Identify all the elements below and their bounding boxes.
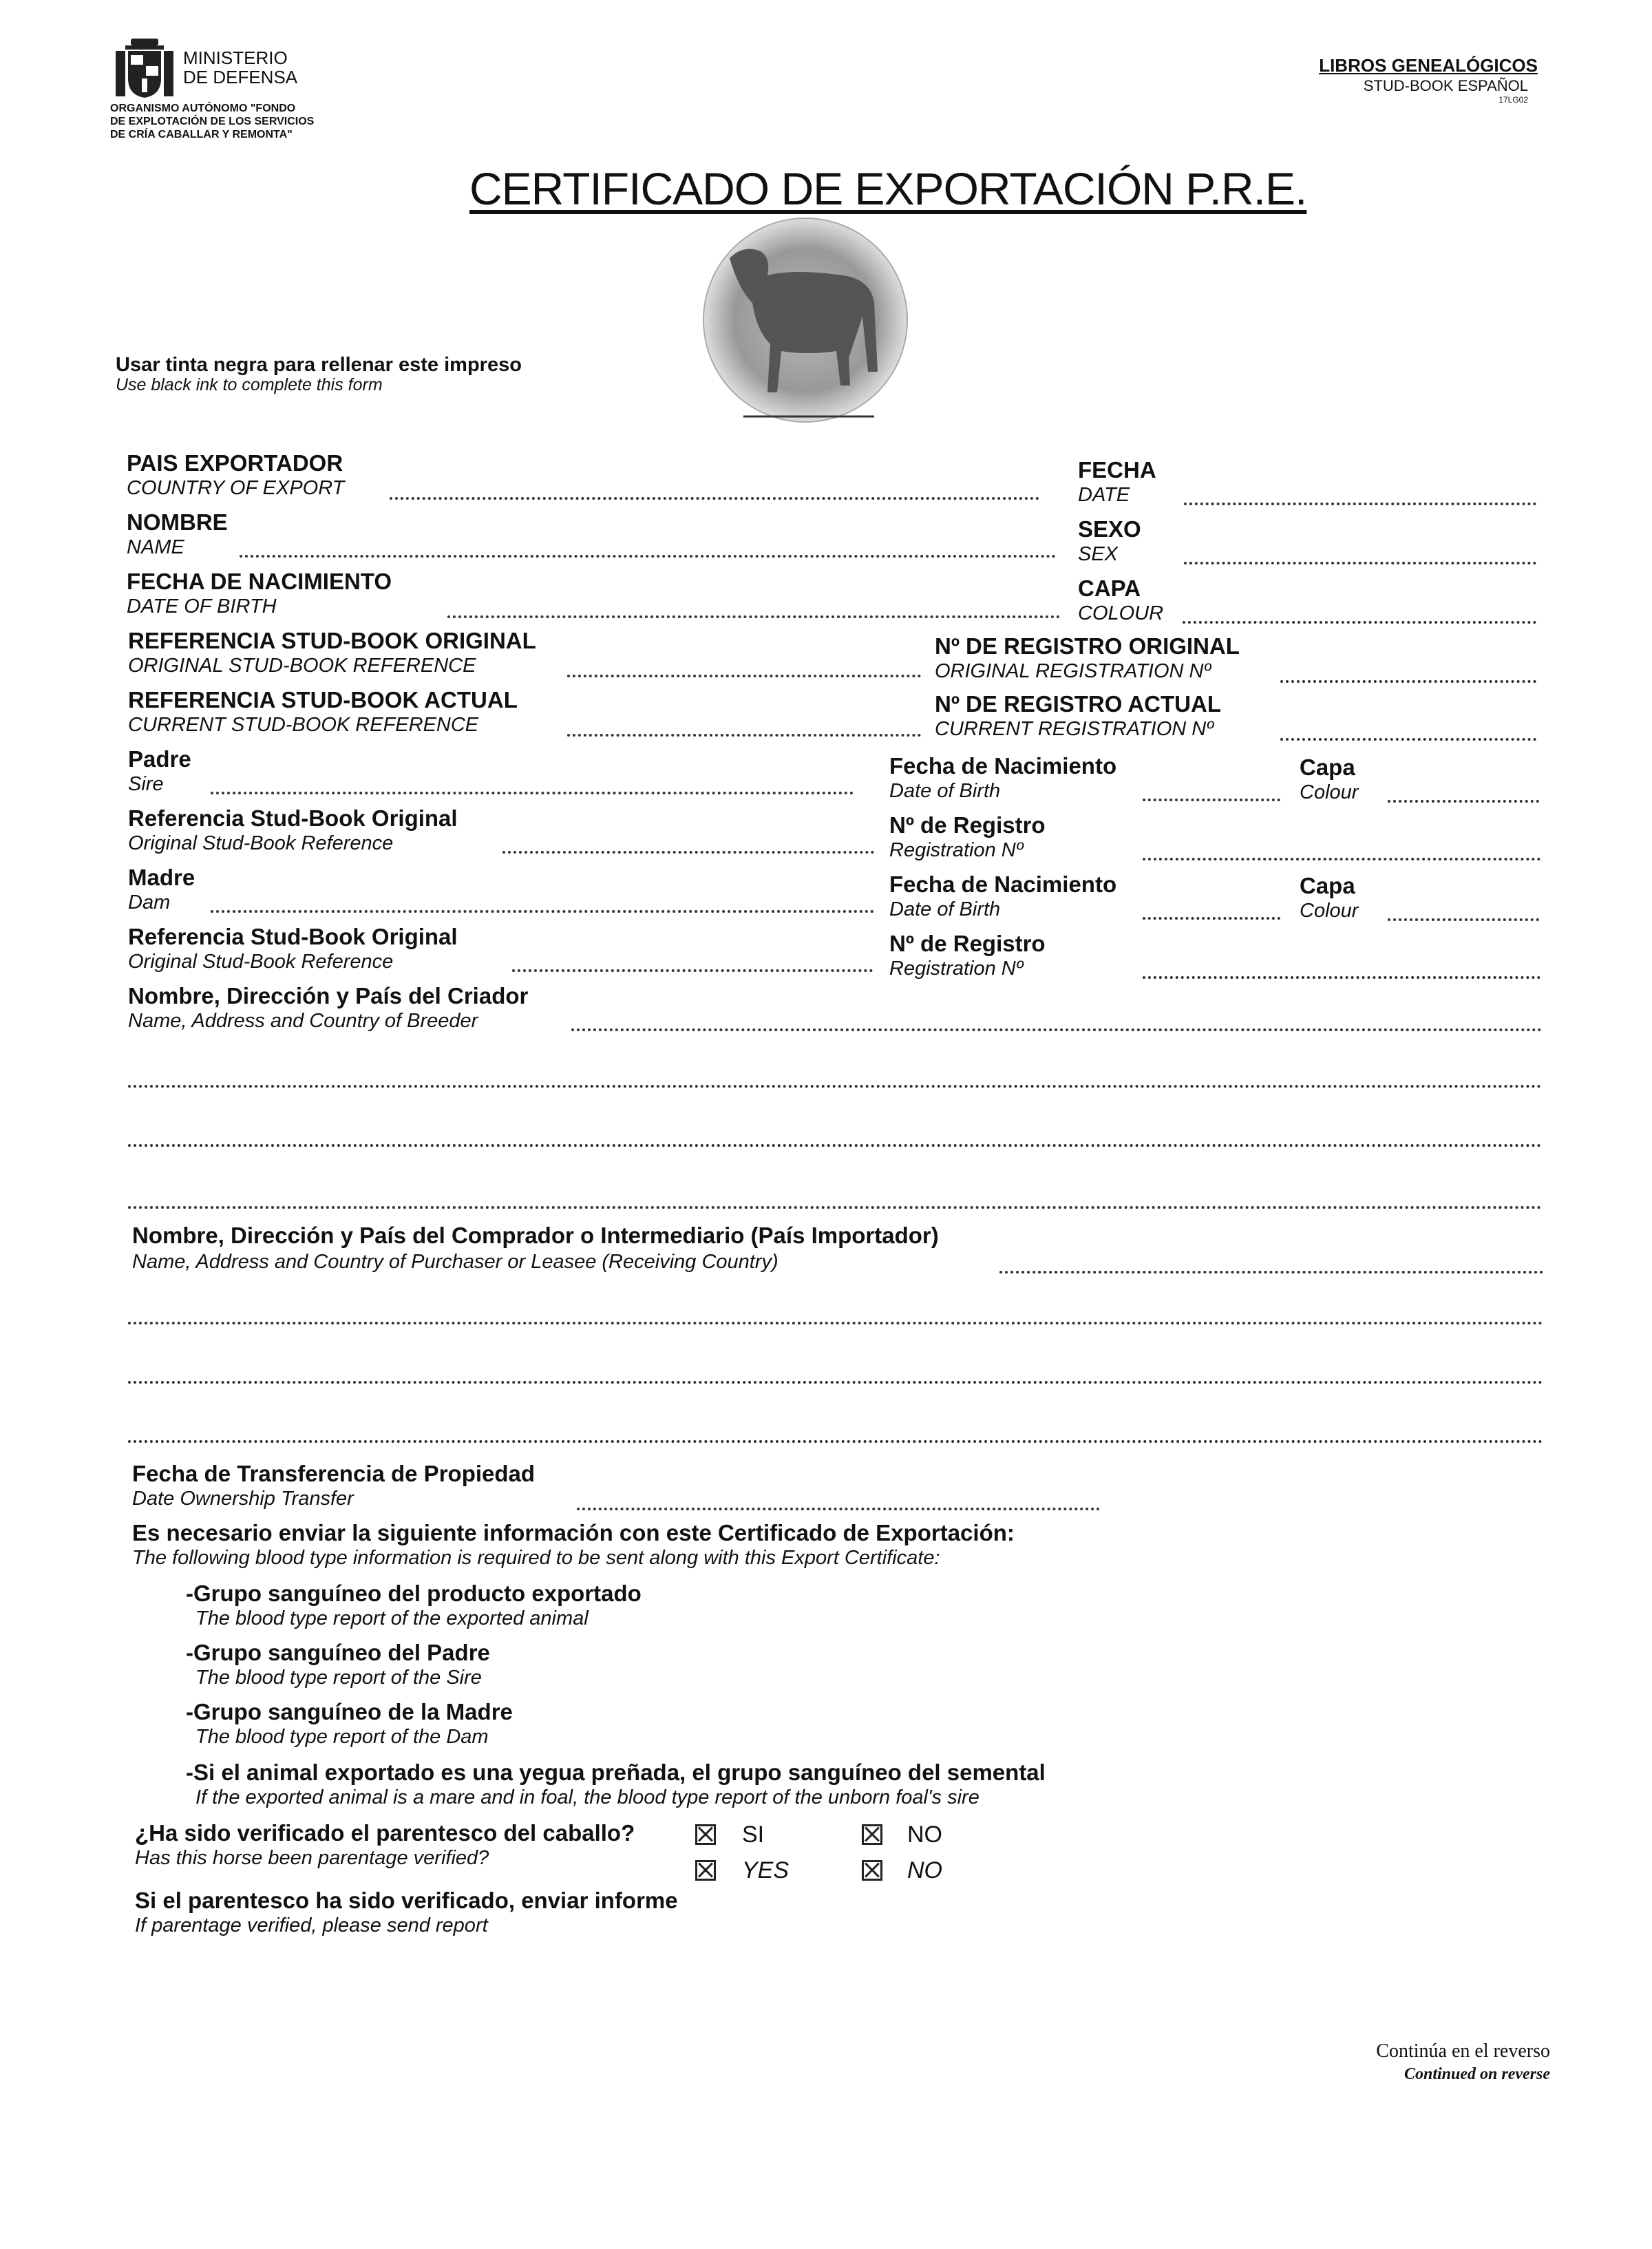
criador-label: Nombre, Dirección y País del Criador xyxy=(128,983,529,1009)
date-field[interactable] xyxy=(1184,503,1536,505)
send-report-es: Si el parentesco ha sido verificado, enviar informe xyxy=(135,1888,678,1913)
date-of-birth-field[interactable] xyxy=(447,615,1060,618)
dam-registration-label: Registration Nº xyxy=(889,958,1024,980)
sire-registration-field[interactable] xyxy=(1143,858,1540,860)
send-report-en: If parentage verified, please send report xyxy=(135,1914,488,1936)
breeder-field-line-4[interactable] xyxy=(128,1206,1542,1209)
sire-colour-field[interactable] xyxy=(1388,800,1539,803)
comprador-label: Nombre, Dirección y País del Comprador o Intermediario (País Importador) xyxy=(132,1223,939,1248)
current-stud-book-ref-field[interactable] xyxy=(567,734,921,737)
dam-date-of-birth-label: Date of Birth xyxy=(889,898,1001,920)
original-registration-field[interactable] xyxy=(1280,680,1536,683)
instruction-es: Usar tinta negra para rellenar este impreso xyxy=(116,354,522,376)
ministry-line-2: DE DEFENSA xyxy=(183,67,298,87)
sire-date-of-birth-field[interactable] xyxy=(1143,799,1280,801)
blood-item-3-en: The blood type report of the Dam xyxy=(195,1726,489,1748)
madre-capa-label: Capa xyxy=(1300,873,1355,898)
blood-item-4-es: -Si el animal exportado es una yegua preñada, el grupo sanguíneo del semental xyxy=(186,1760,1046,1785)
reg-actual-label: Nº DE REGISTRO ACTUAL xyxy=(935,691,1221,717)
ref-actual-label: REFERENCIA STUD-BOOK ACTUAL xyxy=(128,687,518,712)
sire-date-of-birth-label: Date of Birth xyxy=(889,780,1001,802)
coat-of-arms-logo xyxy=(110,36,179,99)
purchaser-label: Name, Address and Country of Purchaser or Leasee (Receiving Country) xyxy=(132,1251,779,1273)
no-en-checkbox[interactable] xyxy=(862,1860,882,1884)
continued-en: Continued on reverse xyxy=(1404,2065,1550,2083)
blood-intro-es: Es necesario enviar la siguiente información con este Certificado de Exportación: xyxy=(132,1520,1015,1545)
sex-field[interactable] xyxy=(1184,562,1536,564)
dam-colour-label: Colour xyxy=(1300,900,1359,922)
dam-stud-book-ref-field[interactable] xyxy=(512,969,873,972)
checkbox-x-icon xyxy=(695,1824,716,1845)
blood-item-4-en: If the exported animal is a mare and in foal, the blood type report of the unborn foal's sire xyxy=(195,1786,979,1808)
madre-label: Madre xyxy=(128,865,195,890)
padre-ref-label: Referencia Stud-Book Original xyxy=(128,805,458,831)
colour-field[interactable] xyxy=(1183,621,1536,624)
madre-fecha-label: Fecha de Nacimiento xyxy=(889,872,1117,897)
continued-es: Continúa en el reverso xyxy=(1376,2040,1550,2062)
original-stud-book-ref-field[interactable] xyxy=(567,675,921,677)
blood-item-1-es: -Grupo sanguíneo del producto exportado xyxy=(186,1581,642,1606)
breeder-field-line-2[interactable] xyxy=(128,1085,1542,1088)
date-ownership-transfer-field[interactable] xyxy=(577,1508,1100,1510)
blood-item-2-es: -Grupo sanguíneo del Padre xyxy=(186,1640,490,1665)
blood-intro-en: The following blood type information is required to be sent along with this Export Certificate: xyxy=(132,1547,940,1569)
org-line-1: ORGANISMO AUTÓNOMO "FONDO xyxy=(110,103,296,114)
fecha-nacimiento-label: FECHA DE NACIMIENTO xyxy=(127,569,392,594)
padre-label: Padre xyxy=(128,746,191,772)
checkbox-x-icon xyxy=(695,1860,716,1881)
dam-label: Dam xyxy=(128,891,171,914)
instruction-en: Use black ink to complete this form xyxy=(116,375,383,394)
parentage-question-en: Has this horse been parentage verified? xyxy=(135,1847,489,1869)
yes-checkbox[interactable] xyxy=(695,1860,716,1884)
reg-original-label: Nº DE REGISTRO ORIGINAL xyxy=(935,633,1240,659)
org-line-3: DE CRÍA CABALLAR Y REMONTA" xyxy=(110,129,293,140)
country-of-export-field[interactable] xyxy=(390,497,1039,500)
padre-capa-label: Capa xyxy=(1300,754,1355,780)
blood-item-1-en: The blood type report of the exported animal xyxy=(195,1607,589,1629)
horse-emblem-image xyxy=(695,210,915,437)
purchaser-field-line-2[interactable] xyxy=(128,1322,1543,1324)
breeder-field-line-3[interactable] xyxy=(128,1144,1542,1147)
page-title: CERTIFICADO DE EXPORTACIÓN P.R.E. xyxy=(469,163,1307,214)
libros-genealogicos-title: LIBROS GENEALÓGICOS xyxy=(1319,55,1538,76)
name-field[interactable] xyxy=(240,555,1056,558)
dam-registration-field[interactable] xyxy=(1143,976,1540,979)
colour-label: COLOUR xyxy=(1078,602,1164,624)
pais-exportador-label: PAIS EXPORTADOR xyxy=(127,450,343,476)
no-checkbox[interactable] xyxy=(862,1824,882,1848)
name-label: NAME xyxy=(127,536,184,558)
dam-date-of-birth-field[interactable] xyxy=(1143,917,1280,920)
transferencia-label: Fecha de Transferencia de Propiedad xyxy=(132,1461,536,1486)
breeder-field-line-1[interactable] xyxy=(571,1028,1542,1031)
current-registration-label: CURRENT REGISTRATION Nº xyxy=(935,718,1214,740)
padre-reg-label: Nº de Registro xyxy=(889,812,1046,838)
current-registration-field[interactable] xyxy=(1280,738,1536,741)
parentage-question-es: ¿Ha sido verificado el parentesco del caballo? xyxy=(135,1820,635,1846)
si-label: SI xyxy=(742,1822,765,1848)
sire-registration-label: Registration Nº xyxy=(889,839,1024,861)
no-label: NO xyxy=(907,1822,942,1848)
form-code: 17LG02 xyxy=(1499,95,1528,105)
checkbox-x-icon xyxy=(862,1860,882,1881)
checkbox-x-icon xyxy=(862,1824,882,1845)
si-checkbox[interactable] xyxy=(695,1824,716,1848)
ministry-line-1: MINISTERIO xyxy=(183,47,288,68)
no-en-label: NO xyxy=(907,1857,942,1883)
dam-field[interactable] xyxy=(211,910,874,913)
nombre-label: NOMBRE xyxy=(127,509,228,535)
sire-label: Sire xyxy=(128,773,164,795)
fecha-label: FECHA xyxy=(1078,457,1156,483)
madre-ref-label: Referencia Stud-Book Original xyxy=(128,924,458,949)
sire-colour-label: Colour xyxy=(1300,781,1359,803)
original-stud-book-ref-label: ORIGINAL STUD-BOOK REFERENCE xyxy=(128,655,476,677)
sire-stud-book-ref-field[interactable] xyxy=(502,851,874,854)
breeder-label: Name, Address and Country of Breeder xyxy=(128,1010,478,1032)
padre-fecha-label: Fecha de Nacimiento xyxy=(889,753,1117,779)
blood-item-2-en: The blood type report of the Sire xyxy=(195,1667,482,1689)
sire-stud-book-ref-label: Original Stud-Book Reference xyxy=(128,832,394,854)
stud-book-subtitle: STUD-BOOK ESPAÑOL xyxy=(1363,77,1528,94)
sire-field[interactable] xyxy=(211,792,854,794)
dam-stud-book-ref-label: Original Stud-Book Reference xyxy=(128,951,394,973)
date-of-birth-label: DATE OF BIRTH xyxy=(127,595,277,617)
dam-colour-field[interactable] xyxy=(1388,918,1539,921)
capa-label: CAPA xyxy=(1078,576,1141,601)
purchaser-field-line-3[interactable] xyxy=(128,1381,1543,1384)
org-line-2: DE EXPLOTACIÓN DE LOS SERVICIOS xyxy=(110,116,315,127)
sexo-label: SEXO xyxy=(1078,516,1141,542)
madre-reg-label: Nº de Registro xyxy=(889,931,1046,956)
ref-original-label: REFERENCIA STUD-BOOK ORIGINAL xyxy=(128,628,536,653)
sex-label: SEX xyxy=(1078,543,1119,565)
country-of-export-label: COUNTRY OF EXPORT xyxy=(127,477,345,499)
date-ownership-transfer-label: Date Ownership Transfer xyxy=(132,1488,354,1510)
purchaser-field-line-1[interactable] xyxy=(999,1271,1543,1274)
date-label: DATE xyxy=(1078,484,1130,506)
yes-label: YES xyxy=(742,1857,790,1883)
original-registration-label: ORIGINAL REGISTRATION Nº xyxy=(935,660,1211,682)
blood-item-3-es: -Grupo sanguíneo de la Madre xyxy=(186,1699,513,1724)
purchaser-field-line-4[interactable] xyxy=(128,1440,1543,1443)
current-stud-book-ref-label: CURRENT STUD-BOOK REFERENCE xyxy=(128,714,479,736)
